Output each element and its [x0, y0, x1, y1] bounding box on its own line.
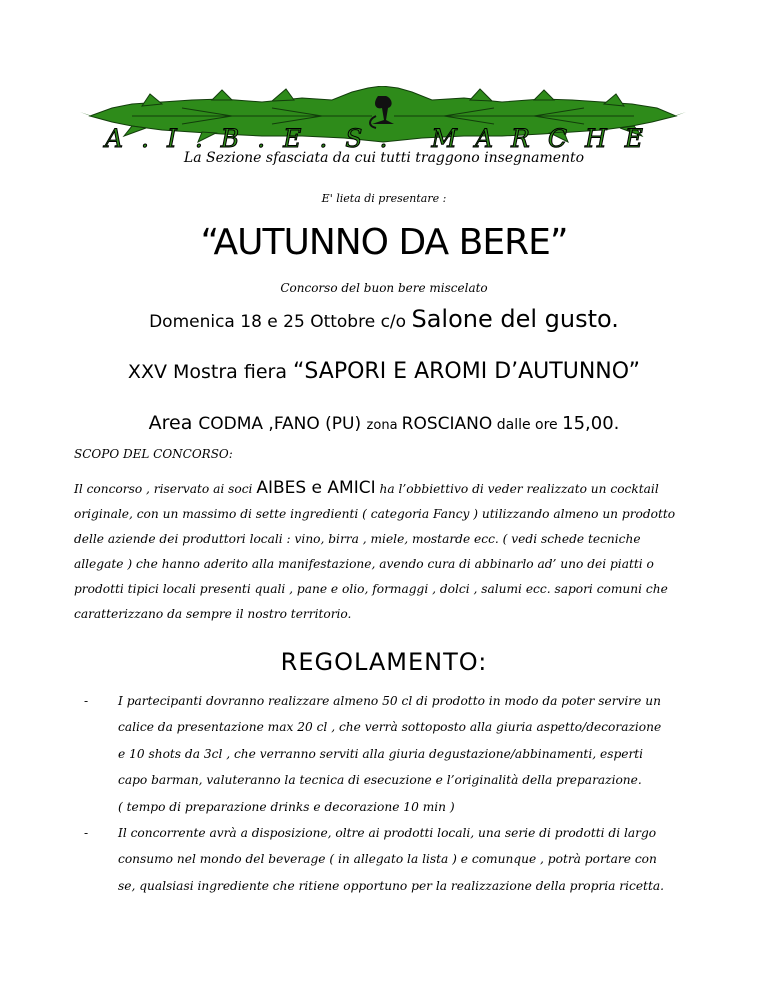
tagline: La Sezione sfasciata da cui tutti traggono insegnamento	[183, 150, 585, 166]
rule-line: e 10 shots da 3cl , che verranno serviti alla giuria degustazione/abbinamenti, esperti	[118, 746, 644, 761]
area-line	[0, 412, 768, 434]
rule-line: se, qualsiasi ingrediente che ritiene opportuno per la realizzazione della propria ricetta.	[118, 878, 664, 893]
fair-line	[0, 359, 768, 384]
rule-line: I partecipanti dovranno realizzare almeno 50 cl di prodotto in modo da poter servire un	[118, 694, 661, 708]
zone-name: ROSCIANO	[401, 414, 493, 434]
list-item	[74, 688, 714, 820]
fair-name: “SAPORI E AROMI D’AUTUNNO”	[293, 359, 641, 384]
list-item	[74, 820, 714, 899]
regulation-heading: REGOLAMENTO:	[280, 648, 488, 676]
dates-text: Domenica 18 e 25 Ottobre c/o	[149, 312, 412, 332]
scope-heading: SCOPO DEL CONCORSO:	[74, 447, 233, 461]
scope-body	[74, 476, 714, 627]
scope-line: caratterizzano da sempre il nostro territorio.	[74, 607, 352, 621]
presents-line: E' lieta di presentare :	[321, 192, 447, 205]
zone-label: zona	[366, 418, 402, 433]
rule-line: ( tempo di preparazione drinks e decorazione 10 min )	[118, 799, 455, 814]
area-place: CODMA ,FANO (PU)	[198, 414, 367, 434]
rule-line: consumo nel mondo del beverage ( in allegato la lista ) e comunque , potrà portare con	[118, 852, 657, 867]
start-time: 15,00.	[562, 413, 620, 434]
scope-line: prodotti tipici locali presenti quali , pane e olio, formaggi , dolci , salumi ecc. sapori comuni che	[74, 582, 668, 596]
scope-line-end: ha l’obbiettivo di veder realizzato un cocktail	[375, 482, 659, 496]
scope-line: delle aziende dei produttori locali : vino, birra , miele, mostarde ecc. ( vedi schede tecniche	[74, 532, 641, 546]
aibes-marche-logo	[72, 86, 694, 153]
scope-line: allegate ) che hanno aderito alla manifestazione, avendo cura di abbinarlo ad’ uno dei piatti o	[74, 557, 654, 571]
page-title: “AUTUNNO DA BERE”	[200, 222, 568, 263]
time-prefix: dalle ore	[492, 417, 563, 433]
regulation-list	[74, 688, 714, 899]
logo-text: A.I.B.E.S. MARCHE	[104, 124, 662, 153]
scope-line	[74, 476, 714, 502]
area-label: Area	[148, 412, 199, 434]
bullet-dash: -	[84, 826, 89, 841]
venue-name: Salone del gusto.	[411, 305, 619, 333]
scope-line: originale, con un massimo di sette ingredienti ( categoria Fancy ) utilizzando almeno un prodotto	[74, 507, 676, 521]
bullet-dash: -	[84, 694, 89, 708]
fair-prefix: XXV Mostra fiera	[127, 361, 294, 383]
event-dates	[0, 305, 768, 333]
scope-members: AIBES e AMICI	[256, 478, 376, 498]
rule-line: capo barman, valuteranno la tecnica di esecuzione e l’originalità della preparazione.	[118, 773, 642, 788]
rule-line: Il concorrente avrà a disposizione, oltre ai prodotti locali, una serie di prodotti di largo	[118, 826, 657, 841]
scope-line-start: Il concorso , riservato ai soci	[74, 482, 257, 496]
subtitle: Concorso del buon bere miscelato	[280, 281, 488, 295]
rule-line: calice da presentazione max 20 cl , che verrà sottoposto alla giuria aspetto/decorazione	[118, 720, 662, 735]
